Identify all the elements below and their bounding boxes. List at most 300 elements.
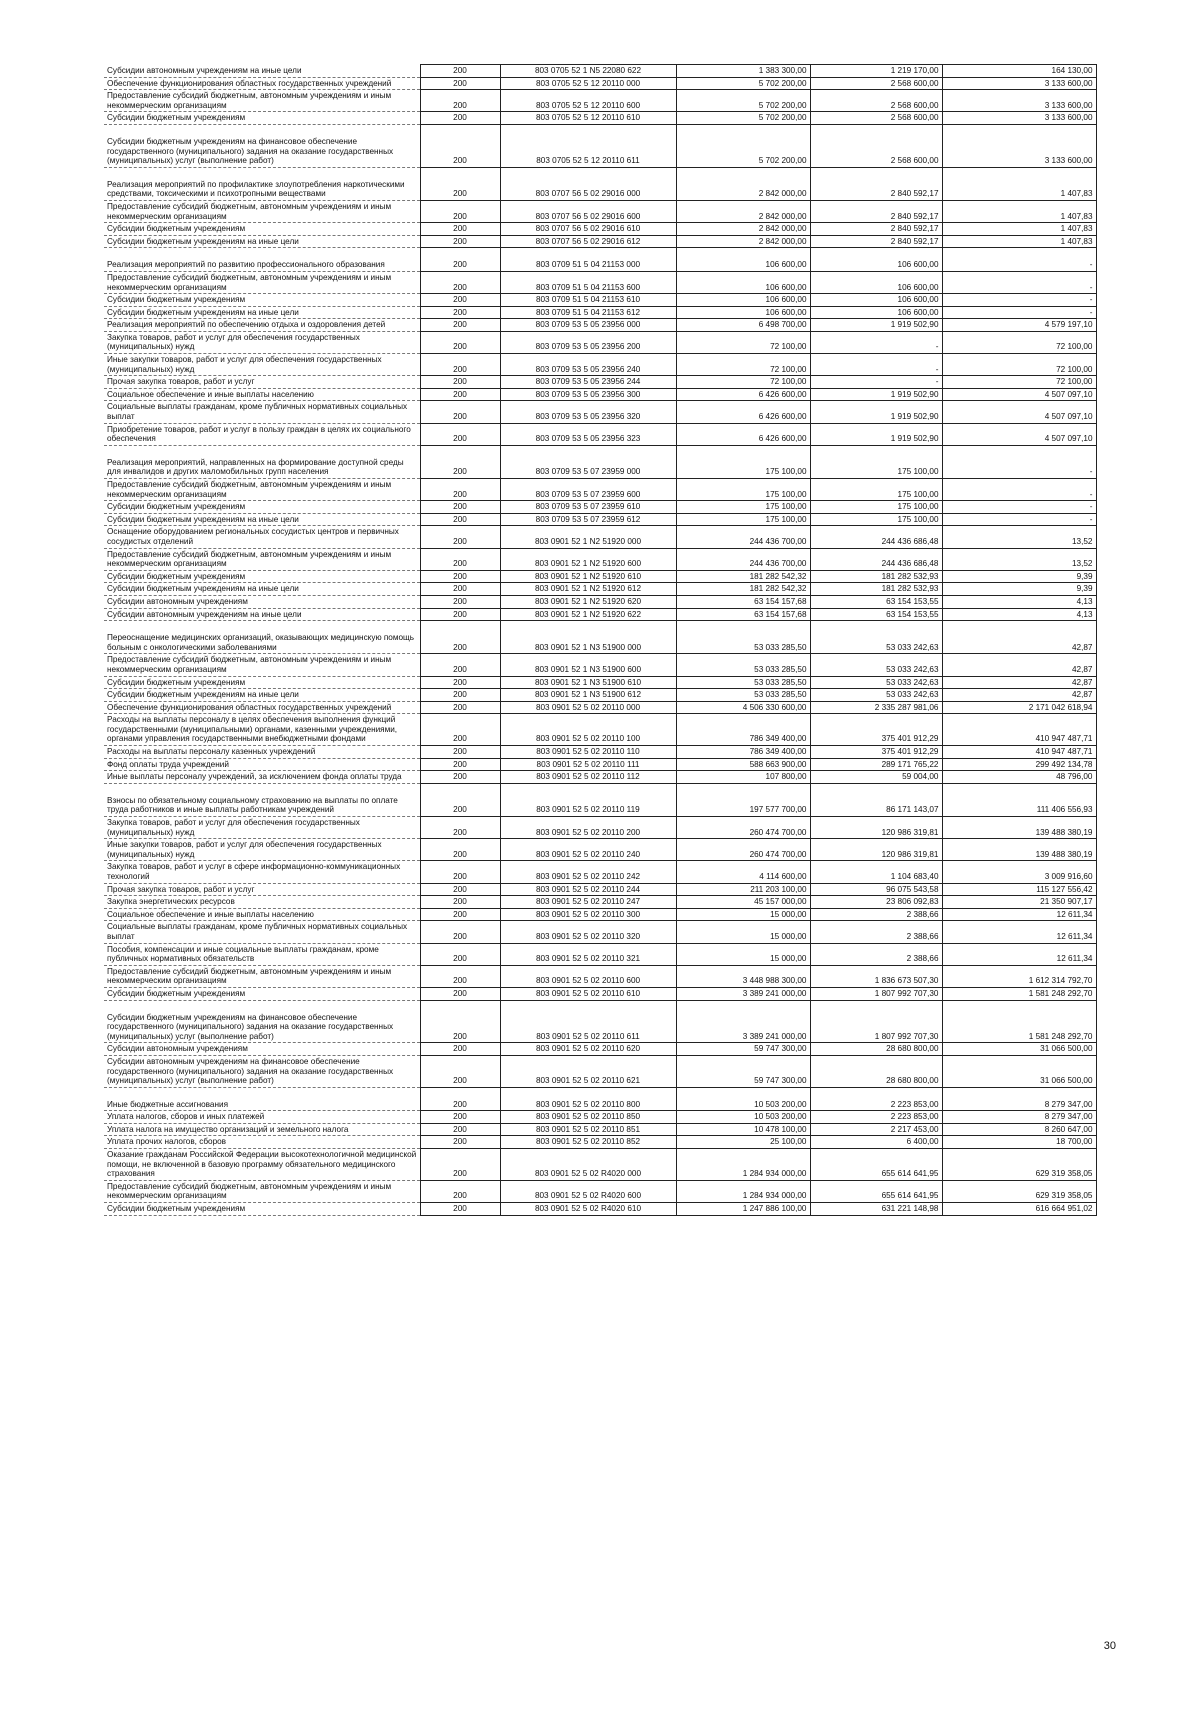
row-name-cell: Субсидии бюджетным учреждениям	[104, 223, 420, 236]
row-name-cell: Субсидии бюджетным учреждениям на иные цели	[104, 235, 420, 248]
row-name-cell: Закупка товаров, работ и услуг для обеспечения государственных (муниципальных) нужд	[104, 331, 420, 353]
table-row	[104, 701, 1096, 714]
row-section-cell: 200	[420, 526, 500, 548]
row-section-cell: 200	[420, 861, 500, 883]
row-section-cell: 200	[420, 896, 500, 909]
row-code-cell: 803 0709 53 5 05 23956 323	[500, 423, 676, 445]
row-approved-cell: 2 842 000,00	[676, 167, 810, 200]
table-row	[104, 621, 1096, 654]
row-remaining-cell: 72 100,00	[942, 354, 1096, 376]
row-remaining-cell: -	[942, 294, 1096, 307]
row-code-cell: 803 0901 52 5 02 20110 100	[500, 714, 676, 746]
row-approved-cell: 45 157 000,00	[676, 896, 810, 909]
row-remaining-cell: 31 066 500,00	[942, 1043, 1096, 1056]
row-section-cell: 200	[420, 271, 500, 293]
row-section-cell: 200	[420, 354, 500, 376]
row-code-cell: 803 0901 52 1 N2 51920 610	[500, 570, 676, 583]
row-remaining-cell: 2 171 042 618,94	[942, 701, 1096, 714]
row-executed-cell: 2 568 600,00	[810, 124, 942, 167]
row-name-cell: Предоставление субсидий бюджетным, автономным учреждениям и иным некоммерческим организациям	[104, 548, 420, 570]
row-code-cell: 803 0709 53 5 05 23956 000	[500, 319, 676, 332]
row-approved-cell: 53 033 285,50	[676, 689, 810, 702]
row-section-cell: 200	[420, 908, 500, 921]
table-row	[104, 513, 1096, 526]
row-executed-cell: 1 807 992 707,30	[810, 1000, 942, 1043]
row-remaining-cell: 1 407,83	[942, 200, 1096, 222]
row-name-cell: Прочая закупка товаров, работ и услуг	[104, 883, 420, 896]
row-executed-cell: 375 401 912,29	[810, 746, 942, 759]
row-name-cell: Предоставление субсидий бюджетным, автономным учреждениям и иным некоммерческим организациям	[104, 271, 420, 293]
table-row	[104, 1087, 1096, 1111]
row-code-cell: 803 0901 52 1 N2 51920 620	[500, 595, 676, 608]
row-remaining-cell: 1 612 314 792,70	[942, 965, 1096, 987]
row-remaining-cell: 12 611,34	[942, 921, 1096, 943]
row-approved-cell: 72 100,00	[676, 331, 810, 353]
row-approved-cell: 72 100,00	[676, 354, 810, 376]
row-code-cell: 803 0901 52 5 02 20110 610	[500, 987, 676, 1000]
row-name-cell: Субсидии бюджетным учреждениям	[104, 294, 420, 307]
row-name-cell: Субсидии бюджетным учреждениям	[104, 501, 420, 514]
row-code-cell: 803 0709 53 5 07 23959 000	[500, 445, 676, 478]
table-row	[104, 1043, 1096, 1056]
row-remaining-cell: 1 407,83	[942, 223, 1096, 236]
row-approved-cell: 2 842 000,00	[676, 200, 810, 222]
row-section-cell: 200	[420, 548, 500, 570]
row-name-cell: Пособия, компенсации и иные социальные выплаты гражданам, кроме публичных нормативных обязательств	[104, 943, 420, 965]
table-row	[104, 1123, 1096, 1136]
table-row	[104, 388, 1096, 401]
row-section-cell: 200	[420, 921, 500, 943]
row-name-cell: Расходы на выплаты персоналу в целях обеспечения выполнения функций государственными (муниципальными) органами, казенными учреждениями, органами управления государственными внебюджетными фондами	[104, 714, 420, 746]
row-remaining-cell: 8 260 647,00	[942, 1123, 1096, 1136]
row-name-cell: Субсидии бюджетным учреждениям	[104, 1203, 420, 1216]
row-name-cell: Предоставление субсидий бюджетным, автономным учреждениям и иным некоммерческим организациям	[104, 479, 420, 501]
row-executed-cell: 1 836 673 507,30	[810, 965, 942, 987]
row-name-cell: Предоставление субсидий бюджетным, автономным учреждениям и иным некоммерческим организациям	[104, 200, 420, 222]
row-code-cell: 803 0901 52 5 02 20110 800	[500, 1087, 676, 1111]
row-code-cell: 803 0901 52 5 02 20110 110	[500, 746, 676, 759]
row-section-cell: 200	[420, 248, 500, 272]
row-section-cell: 200	[420, 771, 500, 784]
row-section-cell: 200	[420, 331, 500, 353]
table-row	[104, 861, 1096, 883]
row-approved-cell: 6 426 600,00	[676, 401, 810, 423]
row-approved-cell: 175 100,00	[676, 479, 810, 501]
row-approved-cell: 72 100,00	[676, 376, 810, 389]
row-remaining-cell: 4 507 097,10	[942, 401, 1096, 423]
row-name-cell: Закупка товаров, работ и услуг для обеспечения государственных (муниципальных) нужд	[104, 817, 420, 839]
row-approved-cell: 260 474 700,00	[676, 817, 810, 839]
row-section-cell: 200	[420, 817, 500, 839]
row-approved-cell: 260 474 700,00	[676, 839, 810, 861]
table-row	[104, 271, 1096, 293]
row-name-cell: Субсидии бюджетным учреждениям на иные цели	[104, 583, 420, 596]
table-row	[104, 167, 1096, 200]
row-name-cell: Социальное обеспечение и иные выплаты населению	[104, 908, 420, 921]
row-section-cell: 200	[420, 388, 500, 401]
row-name-cell: Реализация мероприятий по развитию профессионального образования	[104, 248, 420, 272]
row-name-cell: Переоснащение медицинских организаций, оказывающих медицинскую помощь больным с онкологическими заболеваниями	[104, 621, 420, 654]
row-remaining-cell: -	[942, 248, 1096, 272]
row-executed-cell: 655 614 641,95	[810, 1149, 942, 1181]
row-remaining-cell: 42,87	[942, 654, 1096, 676]
page-number: 30	[1103, 1640, 1116, 1652]
row-code-cell: 803 0901 52 5 02 20110 111	[500, 758, 676, 771]
table-row	[104, 1180, 1096, 1202]
row-executed-cell: 2 217 453,00	[810, 1123, 942, 1136]
row-executed-cell: 1 919 502,90	[810, 401, 942, 423]
row-executed-cell: 1 104 683,40	[810, 861, 942, 883]
row-code-cell: 803 0709 53 5 07 23959 610	[500, 501, 676, 514]
row-approved-cell: 197 577 700,00	[676, 783, 810, 816]
row-name-cell: Предоставление субсидий бюджетным, автономным учреждениям и иным некоммерческим организациям	[104, 1180, 420, 1202]
row-name-cell: Субсидии автономным учреждениям на иные цели	[104, 65, 420, 78]
table-row	[104, 783, 1096, 816]
row-code-cell: 803 0709 51 5 04 21153 000	[500, 248, 676, 272]
table-row	[104, 423, 1096, 445]
row-approved-cell: 6 426 600,00	[676, 423, 810, 445]
table-row	[104, 1149, 1096, 1181]
row-executed-cell: 2 840 592,17	[810, 200, 942, 222]
row-approved-cell: 15 000,00	[676, 921, 810, 943]
row-section-cell: 200	[420, 223, 500, 236]
row-executed-cell: 63 154 153,55	[810, 595, 942, 608]
row-approved-cell: 244 436 700,00	[676, 526, 810, 548]
row-code-cell: 803 0901 52 5 02 20110 852	[500, 1136, 676, 1149]
row-code-cell: 803 0709 53 5 07 23959 612	[500, 513, 676, 526]
table-row	[104, 501, 1096, 514]
row-name-cell: Иные выплаты персоналу учреждений, за исключением фонда оплаты труда	[104, 771, 420, 784]
row-code-cell: 803 0709 53 5 05 23956 244	[500, 376, 676, 389]
row-section-cell: 200	[420, 112, 500, 125]
row-executed-cell: 53 033 242,63	[810, 689, 942, 702]
row-code-cell: 803 0709 53 5 07 23959 600	[500, 479, 676, 501]
table-row	[104, 1055, 1096, 1087]
table-row	[104, 90, 1096, 112]
row-executed-cell: 59 004,00	[810, 771, 942, 784]
row-remaining-cell: -	[942, 445, 1096, 478]
row-code-cell: 803 0901 52 5 02 20110 247	[500, 896, 676, 909]
row-approved-cell: 106 600,00	[676, 248, 810, 272]
row-remaining-cell: 42,87	[942, 621, 1096, 654]
row-section-cell: 200	[420, 90, 500, 112]
row-code-cell: 803 0901 52 5 02 20110 119	[500, 783, 676, 816]
row-approved-cell: 5 702 200,00	[676, 112, 810, 125]
row-remaining-cell: 18 700,00	[942, 1136, 1096, 1149]
row-approved-cell: 53 033 285,50	[676, 621, 810, 654]
row-code-cell: 803 0709 53 5 05 23956 320	[500, 401, 676, 423]
row-executed-cell: 1 219 170,00	[810, 65, 942, 78]
row-executed-cell: 181 282 532,93	[810, 583, 942, 596]
row-approved-cell: 53 033 285,50	[676, 676, 810, 689]
row-executed-cell: 106 600,00	[810, 306, 942, 319]
row-approved-cell: 59 747 300,00	[676, 1055, 810, 1087]
row-section-cell: 200	[420, 839, 500, 861]
row-code-cell: 803 0707 56 5 02 29016 610	[500, 223, 676, 236]
table-row	[104, 1000, 1096, 1043]
row-section-cell: 200	[420, 167, 500, 200]
row-approved-cell: 1 284 934 000,00	[676, 1180, 810, 1202]
row-executed-cell: 175 100,00	[810, 513, 942, 526]
table-row	[104, 883, 1096, 896]
row-remaining-cell: 12 611,34	[942, 943, 1096, 965]
row-executed-cell: 2 840 592,17	[810, 235, 942, 248]
row-executed-cell: 2 335 287 981,06	[810, 701, 942, 714]
table-row	[104, 595, 1096, 608]
row-approved-cell: 2 842 000,00	[676, 223, 810, 236]
row-code-cell: 803 0901 52 5 02 20110 240	[500, 839, 676, 861]
row-remaining-cell: 13,52	[942, 548, 1096, 570]
table-row	[104, 583, 1096, 596]
row-remaining-cell: 9,39	[942, 583, 1096, 596]
row-executed-cell: 86 171 143,07	[810, 783, 942, 816]
row-name-cell: Социальные выплаты гражданам, кроме публичных нормативных социальных выплат	[104, 401, 420, 423]
row-section-cell: 200	[420, 1111, 500, 1124]
row-approved-cell: 106 600,00	[676, 306, 810, 319]
row-name-cell: Прочая закупка товаров, работ и услуг	[104, 376, 420, 389]
row-name-cell: Субсидии автономным учреждениям	[104, 1043, 420, 1056]
row-remaining-cell: 13,52	[942, 526, 1096, 548]
row-approved-cell: 4 506 330 600,00	[676, 701, 810, 714]
table-row	[104, 331, 1096, 353]
row-code-cell: 803 0705 52 1 N5 22080 622	[500, 65, 676, 78]
row-approved-cell: 2 842 000,00	[676, 235, 810, 248]
row-code-cell: 803 0901 52 5 02 20110 242	[500, 861, 676, 883]
row-executed-cell: 106 600,00	[810, 271, 942, 293]
row-executed-cell: 63 154 153,55	[810, 608, 942, 621]
row-name-cell: Взносы по обязательному социальному страхованию на выплаты по оплате труда работников и иные выплаты работникам учреждений	[104, 783, 420, 816]
row-section-cell: 200	[420, 987, 500, 1000]
row-remaining-cell: 4,13	[942, 608, 1096, 621]
row-executed-cell: 2 568 600,00	[810, 112, 942, 125]
row-executed-cell: 53 033 242,63	[810, 676, 942, 689]
row-executed-cell: 53 033 242,63	[810, 654, 942, 676]
row-executed-cell: 2 840 592,17	[810, 167, 942, 200]
row-approved-cell: 181 282 542,32	[676, 583, 810, 596]
row-executed-cell: 655 614 641,95	[810, 1180, 942, 1202]
row-section-cell: 200	[420, 676, 500, 689]
row-section-cell: 200	[420, 621, 500, 654]
row-remaining-cell: -	[942, 271, 1096, 293]
row-executed-cell: 631 221 148,98	[810, 1203, 942, 1216]
row-code-cell: 803 0901 52 1 N2 51920 622	[500, 608, 676, 621]
row-section-cell: 200	[420, 306, 500, 319]
row-code-cell: 803 0901 52 5 02 R4020 000	[500, 1149, 676, 1181]
row-executed-cell: 1 919 502,90	[810, 319, 942, 332]
row-name-cell: Субсидии бюджетным учреждениям на иные цели	[104, 513, 420, 526]
row-executed-cell: 2 223 853,00	[810, 1111, 942, 1124]
row-code-cell: 803 0901 52 1 N3 51900 610	[500, 676, 676, 689]
row-section-cell: 200	[420, 294, 500, 307]
row-executed-cell: 28 680 800,00	[810, 1055, 942, 1087]
row-remaining-cell: 3 133 600,00	[942, 77, 1096, 90]
row-remaining-cell: 4 507 097,10	[942, 388, 1096, 401]
table-row	[104, 987, 1096, 1000]
row-approved-cell: 106 600,00	[676, 271, 810, 293]
row-remaining-cell: 1 407,83	[942, 167, 1096, 200]
row-executed-cell: 2 840 592,17	[810, 223, 942, 236]
row-executed-cell: 175 100,00	[810, 445, 942, 478]
row-section-cell: 200	[420, 1203, 500, 1216]
row-section-cell: 200	[420, 235, 500, 248]
row-name-cell: Оказание гражданам Российской Федерации высокотехнологичной медицинской помощи, не включенной в базовую программу обязательного медицинского страхования	[104, 1149, 420, 1181]
row-approved-cell: 211 203 100,00	[676, 883, 810, 896]
row-name-cell: Оснащение оборудованием региональных сосудистых центров и первичных сосудистых отделений	[104, 526, 420, 548]
row-approved-cell: 63 154 157,68	[676, 595, 810, 608]
row-remaining-cell: 3 133 600,00	[942, 90, 1096, 112]
budget-execution-table	[104, 64, 1097, 1216]
row-executed-cell: 53 033 242,63	[810, 621, 942, 654]
row-code-cell: 803 0705 52 5 12 20110 000	[500, 77, 676, 90]
row-remaining-cell: -	[942, 513, 1096, 526]
row-approved-cell: 1 247 886 100,00	[676, 1203, 810, 1216]
row-name-cell: Уплата налога на имущество организаций и земельного налога	[104, 1123, 420, 1136]
row-executed-cell: 120 986 319,81	[810, 817, 942, 839]
table-row	[104, 570, 1096, 583]
row-approved-cell: 175 100,00	[676, 513, 810, 526]
row-executed-cell: 96 075 543,58	[810, 883, 942, 896]
row-code-cell: 803 0901 52 5 02 20110 600	[500, 965, 676, 987]
table-row	[104, 548, 1096, 570]
row-approved-cell: 3 389 241 000,00	[676, 987, 810, 1000]
table-row	[104, 921, 1096, 943]
row-executed-cell: 2 568 600,00	[810, 77, 942, 90]
row-approved-cell: 1 284 934 000,00	[676, 1149, 810, 1181]
row-remaining-cell: 48 796,00	[942, 771, 1096, 784]
table-row	[104, 965, 1096, 987]
row-code-cell: 803 0705 52 5 12 20110 611	[500, 124, 676, 167]
row-remaining-cell: 3 133 600,00	[942, 124, 1096, 167]
row-section-cell: 200	[420, 783, 500, 816]
table-row	[104, 608, 1096, 621]
row-section-cell: 200	[420, 583, 500, 596]
row-name-cell: Уплата налогов, сборов и иных платежей	[104, 1111, 420, 1124]
table-row	[104, 758, 1096, 771]
row-section-cell: 200	[420, 746, 500, 759]
row-section-cell: 200	[420, 1043, 500, 1056]
row-executed-cell: 1 807 992 707,30	[810, 987, 942, 1000]
row-remaining-cell: 4,13	[942, 595, 1096, 608]
row-approved-cell: 175 100,00	[676, 445, 810, 478]
row-section-cell: 200	[420, 200, 500, 222]
row-approved-cell: 244 436 700,00	[676, 548, 810, 570]
row-code-cell: 803 0901 52 5 02 20110 320	[500, 921, 676, 943]
row-code-cell: 803 0901 52 5 02 20110 620	[500, 1043, 676, 1056]
row-remaining-cell: 299 492 134,78	[942, 758, 1096, 771]
row-code-cell: 803 0709 53 5 05 23956 200	[500, 331, 676, 353]
table-row	[104, 771, 1096, 784]
row-code-cell: 803 0901 52 5 02 20110 244	[500, 883, 676, 896]
row-section-cell: 200	[420, 479, 500, 501]
row-code-cell: 803 0901 52 5 02 20110 321	[500, 943, 676, 965]
row-remaining-cell: 3 133 600,00	[942, 112, 1096, 125]
row-code-cell: 803 0705 52 5 12 20110 600	[500, 90, 676, 112]
table-row	[104, 817, 1096, 839]
row-executed-cell: 181 282 532,93	[810, 570, 942, 583]
row-section-cell: 200	[420, 701, 500, 714]
row-name-cell: Иные закупки товаров, работ и услуг для обеспечения государственных (муниципальных) нужд	[104, 354, 420, 376]
row-name-cell: Иные бюджетные ассигнования	[104, 1087, 420, 1111]
row-executed-cell: 375 401 912,29	[810, 714, 942, 746]
table-row	[104, 689, 1096, 702]
row-code-cell: 803 0901 52 5 02 20110 850	[500, 1111, 676, 1124]
row-name-cell: Обеспечение функционирования областных государственных учреждений	[104, 77, 420, 90]
table-row	[104, 77, 1096, 90]
row-executed-cell: 1 919 502,90	[810, 423, 942, 445]
row-name-cell: Предоставление субсидий бюджетным, автономным учреждениям и иным некоммерческим организациям	[104, 90, 420, 112]
row-approved-cell: 175 100,00	[676, 501, 810, 514]
row-remaining-cell: 72 100,00	[942, 376, 1096, 389]
table-row	[104, 839, 1096, 861]
table-row	[104, 676, 1096, 689]
row-executed-cell: 23 806 092,83	[810, 896, 942, 909]
row-executed-cell: 289 171 765,22	[810, 758, 942, 771]
row-name-cell: Субсидии бюджетным учреждениям	[104, 112, 420, 125]
row-executed-cell: 2 388,66	[810, 908, 942, 921]
row-section-cell: 200	[420, 758, 500, 771]
row-code-cell: 803 0709 51 5 04 21153 600	[500, 271, 676, 293]
row-code-cell: 803 0709 51 5 04 21153 612	[500, 306, 676, 319]
table-row	[104, 1136, 1096, 1149]
row-code-cell: 803 0707 56 5 02 29016 600	[500, 200, 676, 222]
row-approved-cell: 6 498 700,00	[676, 319, 810, 332]
row-remaining-cell: 1 407,83	[942, 235, 1096, 248]
table-row	[104, 401, 1096, 423]
table-row	[104, 223, 1096, 236]
row-executed-cell: -	[810, 376, 942, 389]
row-remaining-cell: 1 581 248 292,70	[942, 987, 1096, 1000]
row-section-cell: 200	[420, 513, 500, 526]
row-section-cell: 200	[420, 1055, 500, 1087]
row-name-cell: Реализация мероприятий по профилактике злоупотребления наркотическими средствами, токсическими и психотропными веществами	[104, 167, 420, 200]
row-approved-cell: 6 426 600,00	[676, 388, 810, 401]
row-executed-cell: 1 919 502,90	[810, 388, 942, 401]
row-executed-cell: 120 986 319,81	[810, 839, 942, 861]
row-remaining-cell: 139 488 380,19	[942, 817, 1096, 839]
row-approved-cell: 25 100,00	[676, 1136, 810, 1149]
row-remaining-cell: 21 350 907,17	[942, 896, 1096, 909]
row-approved-cell: 15 000,00	[676, 943, 810, 965]
row-remaining-cell: 115 127 556,42	[942, 883, 1096, 896]
row-approved-cell: 63 154 157,68	[676, 608, 810, 621]
row-remaining-cell: 12 611,34	[942, 908, 1096, 921]
row-remaining-cell: -	[942, 479, 1096, 501]
row-section-cell: 200	[420, 1123, 500, 1136]
row-name-cell: Субсидии автономным учреждениям на иные цели	[104, 608, 420, 621]
row-section-cell: 200	[420, 608, 500, 621]
row-code-cell: 803 0901 52 5 02 20110 200	[500, 817, 676, 839]
row-name-cell: Социальные выплаты гражданам, кроме публичных нормативных социальных выплат	[104, 921, 420, 943]
row-code-cell: 803 0901 52 1 N2 51920 600	[500, 548, 676, 570]
row-code-cell: 803 0901 52 5 02 20110 300	[500, 908, 676, 921]
row-section-cell: 200	[420, 595, 500, 608]
row-executed-cell: 2 568 600,00	[810, 90, 942, 112]
row-name-cell: Субсидии автономным учреждениям	[104, 595, 420, 608]
table-row	[104, 1203, 1096, 1216]
row-code-cell: 803 0709 53 5 05 23956 300	[500, 388, 676, 401]
row-executed-cell: 2 388,66	[810, 921, 942, 943]
row-section-cell: 200	[420, 445, 500, 478]
row-code-cell: 803 0901 52 5 02 20110 851	[500, 1123, 676, 1136]
row-name-cell: Иные закупки товаров, работ и услуг для обеспечения государственных (муниципальных) нужд	[104, 839, 420, 861]
row-code-cell: 803 0901 52 5 02 20110 000	[500, 701, 676, 714]
table-row	[104, 65, 1096, 78]
table-row	[104, 526, 1096, 548]
row-remaining-cell: 111 406 556,93	[942, 783, 1096, 816]
table-row	[104, 112, 1096, 125]
table-row	[104, 943, 1096, 965]
table-row	[104, 1111, 1096, 1124]
